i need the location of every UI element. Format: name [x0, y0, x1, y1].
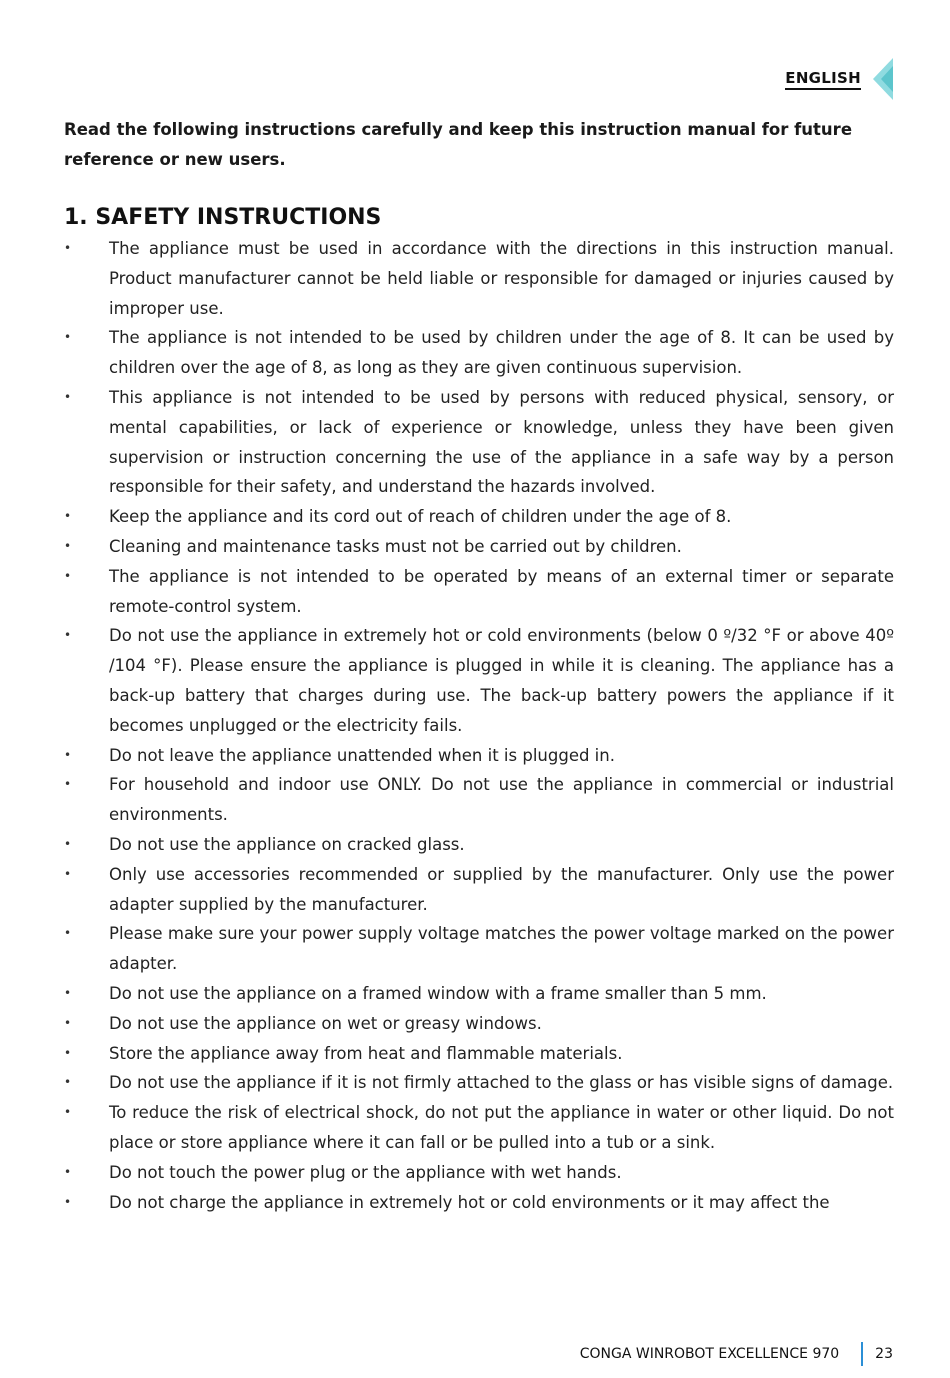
list-item: [64, 860, 894, 920]
list-item: [64, 919, 894, 979]
list-item: [64, 234, 894, 323]
list-item-text: Do not use the appliance if it is not firmly attached to the glass or has visible signs of damage.: [109, 1073, 894, 1093]
list-item: [64, 979, 894, 1009]
language-tab: [785, 58, 893, 100]
list-item-text: The appliance must be used in accordance with the directions in this instruction manual. Product manufacturer cannot be held liable or responsible for damaged or injuries caused by improper use.: [109, 239, 894, 318]
bullet-icon: •: [64, 866, 72, 881]
list-item-text: Cleaning and maintenance tasks must not be carried out by children.: [109, 536, 682, 556]
bullet-icon: •: [64, 538, 72, 553]
bullet-icon: •: [64, 1164, 72, 1179]
bullet-icon: •: [64, 1045, 72, 1060]
language-tab-mark-icon: [869, 58, 893, 100]
bullet-icon: •: [64, 241, 72, 255]
list-item: [64, 1039, 894, 1069]
list-item-text: Do not leave the appliance unattended when it is plugged in.: [109, 745, 615, 765]
list-item: [64, 1009, 894, 1039]
bullet-icon: •: [64, 1105, 72, 1120]
list-item: [64, 562, 894, 622]
bullet-icon: •: [64, 389, 72, 404]
bullet-icon: •: [64, 1194, 72, 1209]
list-item-text: To reduce the risk of electrical shock, do not put the appliance in water or other liquid. Do not place or store appliance where it can fall or be pulled into a tub or a sink.: [109, 1103, 894, 1152]
list-item-text: Do not charge the appliance in extremely hot or cold environments or it may affect the: [109, 1192, 830, 1212]
list-item-text: Do not use the appliance in extremely hot or cold environments (below 0 º/32 °F or above 40º /104 °F). Please ensure the appliance is plugged in while it is cleaning. The appliance has a back-up battery that charges during use. The back-up battery powers the appliance if it becomes unplugged or the electricity fails.: [109, 626, 894, 735]
list-item-text: The appliance is not intended to be used by children under the age of 8. It can be used by children over the age of 8, as long as they are given continuous supervision.: [109, 328, 894, 378]
list-item: [64, 532, 894, 562]
list-item-text: Do not touch the power plug or the appliance with wet hands.: [109, 1162, 622, 1182]
bullet-icon: •: [64, 1075, 72, 1090]
page-footer: [580, 1340, 893, 1368]
list-item: [64, 1098, 894, 1158]
intro-notice: Read the following instructions carefully and keep this instruction manual for future reference or new users.: [64, 120, 853, 169]
list-item-text: For household and indoor use ONLY. Do not use the appliance in commercial or industrial environments.: [109, 775, 894, 825]
safety-instructions-list: [64, 234, 894, 1217]
bullet-icon: •: [64, 747, 72, 762]
page-number: 23: [875, 1346, 893, 1362]
list-item-text: Only use accessories recommended or supplied by the manufacturer. Only use the power adapter supplied by the manufacturer.: [109, 864, 894, 914]
section-title: 1. SAFETY INSTRUCTIONS: [64, 205, 382, 230]
bullet-icon: •: [64, 628, 72, 643]
list-item: [64, 383, 894, 502]
bullet-icon: •: [64, 926, 72, 941]
list-item-text: Do not use the appliance on cracked glass.: [109, 834, 465, 854]
list-item: [64, 830, 894, 860]
bullet-icon: •: [64, 330, 72, 345]
footer-divider: [861, 1342, 863, 1366]
list-item-text: Keep the appliance and its cord out of reach of children under the age of 8.: [109, 507, 732, 527]
bullet-icon: •: [64, 509, 72, 524]
language-label: ENGLISH: [785, 69, 861, 90]
list-item-text: Store the appliance away from heat and flammable materials.: [109, 1043, 623, 1063]
bullet-icon: •: [64, 836, 72, 851]
list-item: [64, 770, 894, 830]
list-item: [64, 1068, 894, 1098]
list-item-text: The appliance is not intended to be operated by means of an external timer or separate remote-control system.: [109, 566, 894, 616]
list-item: [64, 1188, 894, 1218]
footer-product-name: CONGA WINROBOT EXCELLENCE 970: [579, 1346, 840, 1362]
list-item: [64, 323, 894, 383]
bullet-icon: •: [64, 568, 72, 583]
list-item: [64, 741, 894, 771]
bullet-icon: •: [64, 1015, 72, 1030]
list-item-text: Please make sure your power supply voltage matches the power voltage marked on the power adapter.: [109, 924, 894, 974]
bullet-icon: •: [64, 985, 72, 1000]
list-item: [64, 1158, 894, 1188]
bullet-icon: •: [64, 777, 72, 792]
list-item-text: Do not use the appliance on wet or greasy windows.: [109, 1013, 542, 1033]
list-item-text: Do not use the appliance on a framed window with a frame smaller than 5 mm.: [109, 983, 767, 1003]
list-item-text: This appliance is not intended to be used by persons with reduced physical, sensory, or mental capabilities, or lack of experience or knowledge, unless they have been given supervision or instruction concerning the use of the appliance in a safe way by a person responsible for their safety, and understand the hazards involved.: [109, 387, 894, 497]
list-item: [64, 502, 894, 532]
list-item: [64, 621, 894, 740]
